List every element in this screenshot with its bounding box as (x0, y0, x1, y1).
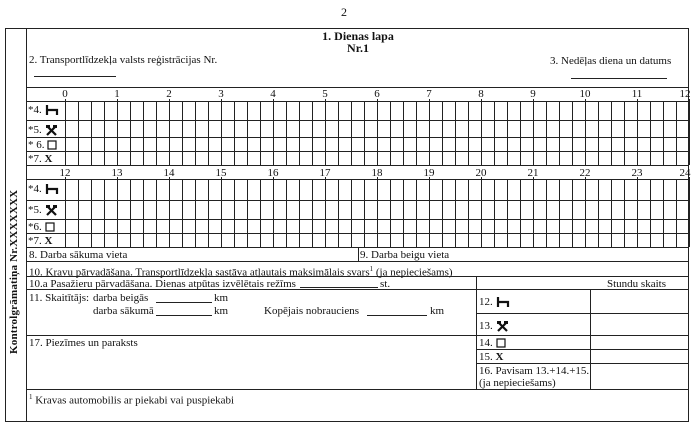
hour-label: 11 (631, 88, 643, 100)
quarter-gridline (364, 101, 365, 165)
hour-label: 19 (423, 167, 435, 179)
start-place-label: 8. Darba sākuma vieta (29, 249, 128, 261)
hour-label: 4 (270, 88, 276, 100)
quarter-gridline (260, 101, 261, 165)
side-strip (5, 28, 27, 422)
grid2-row-work: *5. (28, 204, 58, 216)
quarter-gridline (91, 179, 92, 247)
hour-gridline (533, 99, 534, 165)
passenger-label: 10.a Pasažieru pārvadāšana. Dienas atpūtas izvēlētais režīms (29, 278, 296, 290)
row12-label: 12. (479, 296, 510, 309)
bed-icon (45, 104, 59, 116)
hour-gridline (533, 177, 534, 247)
quarter-gridline (611, 179, 612, 247)
quarter-gridline (234, 179, 235, 247)
quarter-gridline (650, 179, 651, 247)
odometer-label: 11. Skaitītājs: (29, 292, 90, 304)
hour-gridline (273, 99, 274, 165)
quarter-gridline (351, 179, 352, 247)
quarter-gridline (156, 101, 157, 165)
quarter-gridline (442, 179, 443, 247)
quarter-gridline (494, 101, 495, 165)
grid1-row-driving: *7. X (28, 153, 53, 165)
quarter-gridline (494, 179, 495, 247)
hour-gridline (377, 99, 378, 165)
square-icon (47, 140, 57, 150)
quarter-gridline (143, 101, 144, 165)
hour-gridline (481, 99, 482, 165)
hour-label: 15 (215, 167, 227, 179)
quarter-gridline (663, 179, 664, 247)
hour-gridline (429, 99, 430, 165)
hour-gridline (169, 177, 170, 247)
quarter-gridline (208, 179, 209, 247)
hour-label: 16 (267, 167, 279, 179)
quarter-gridline (104, 101, 105, 165)
weekday-date-label: 3. Nedēļas diena un datums (550, 55, 672, 67)
hour-label: 6 (374, 88, 380, 100)
quarter-gridline (676, 179, 677, 247)
hour-gridline (689, 177, 690, 247)
quarter-gridline (520, 179, 521, 247)
quarter-gridline (104, 179, 105, 247)
quarter-gridline (650, 101, 651, 165)
square-icon (496, 338, 506, 348)
quarter-gridline (403, 179, 404, 247)
hammers-icon (496, 320, 509, 332)
quarter-gridline (351, 101, 352, 165)
page-subtitle: Nr.1 (347, 41, 369, 55)
quarter-gridline (624, 179, 625, 247)
hammers-icon (45, 204, 58, 216)
quarter-gridline (143, 179, 144, 247)
hour-label: 2 (166, 88, 172, 100)
quarter-gridline (208, 101, 209, 165)
row14-label: 14. (479, 337, 506, 350)
hour-gridline (377, 177, 378, 247)
quarter-gridline (507, 101, 508, 165)
hour-label: 0 (62, 88, 68, 100)
start-km-unit: km (214, 305, 229, 317)
reg-number-line[interactable] (34, 76, 116, 77)
grid1-row-availability: * 6. (28, 139, 57, 151)
hour-label: 21 (527, 167, 539, 179)
quarter-gridline (247, 179, 248, 247)
row16-label: 16. Pavisam 13.+14.+15. (479, 365, 590, 377)
bed-icon (45, 183, 59, 195)
quarter-gridline (234, 101, 235, 165)
hour-label: 8 (478, 88, 484, 100)
quarter-gridline (598, 179, 599, 247)
quarter-gridline (195, 101, 196, 165)
quarter-gridline (546, 101, 547, 165)
quarter-gridline (507, 179, 508, 247)
quarter-gridline (286, 101, 287, 165)
quarter-gridline (676, 101, 677, 165)
quarter-gridline (663, 101, 664, 165)
quarter-gridline (559, 179, 560, 247)
quarter-gridline (299, 179, 300, 247)
quarter-gridline (624, 101, 625, 165)
start-work-km-line[interactable] (156, 315, 212, 316)
quarter-gridline (442, 101, 443, 165)
reg-number-label: 2. Transportlīdzekļa valsts reģistrācijas Nr. (29, 54, 218, 66)
total-km-unit: km (430, 305, 445, 317)
hour-gridline (169, 99, 170, 165)
quarter-gridline (572, 179, 573, 247)
quarter-gridline (78, 179, 79, 247)
hammers-icon (45, 124, 58, 136)
hour-gridline (221, 177, 222, 247)
grid1-row-work: *5. (28, 124, 58, 136)
hours-total-label: Stundu skaits (607, 278, 666, 290)
hour-label: 12 (679, 88, 691, 100)
grid2-row-rest: *4. (28, 183, 59, 195)
hour-gridline (325, 177, 326, 247)
passenger-suffix: st. (380, 278, 391, 290)
row13-label: 13. (479, 320, 509, 333)
grid2-row-driving: *7. X (28, 235, 53, 247)
quarter-gridline (468, 179, 469, 247)
grid2-row-availability: *6. (28, 221, 55, 233)
quarter-gridline (468, 101, 469, 165)
logbook-number-label: Kontrolgrāmatiņa Nr.XXXXXXX (8, 189, 20, 354)
quarter-gridline (598, 101, 599, 165)
quarter-gridline (338, 179, 339, 247)
quarter-gridline (182, 179, 183, 247)
bed-icon (496, 296, 510, 308)
quarter-gridline (455, 101, 456, 165)
grid1-row-rest: *4. (28, 104, 59, 116)
end-place-label: 9. Darba beigu vieta (360, 249, 450, 261)
footnote: $^1$ Kravas automobilis ar piekabi vai puspiekabi (29, 393, 235, 407)
square-icon (45, 222, 55, 232)
page-title: 1. Dienas lapa (322, 29, 394, 43)
quarter-gridline (286, 179, 287, 247)
page-number: 2 (341, 5, 347, 19)
hour-label: 1 (114, 88, 120, 100)
quarter-gridline (78, 101, 79, 165)
quarter-gridline (416, 101, 417, 165)
hour-label: 10 (579, 88, 591, 100)
hour-label: 22 (579, 167, 591, 179)
start-work-label: darba sākumā (93, 305, 154, 317)
hour-gridline (637, 99, 638, 165)
quarter-gridline (156, 179, 157, 247)
quarter-gridline (455, 179, 456, 247)
row16-note: (ja nepieciešams) (479, 377, 556, 389)
hour-gridline (273, 177, 274, 247)
hour-label: 12 (59, 167, 71, 179)
quarter-gridline (312, 179, 313, 247)
hour-label: 9 (530, 88, 536, 100)
cargo-label: 10. Kravu pārvadāšana. Transportlīdzekļa sastāva atļautais maksimālais svars$^1$ (ja nepieciešams) (29, 265, 453, 279)
hour-label: 17 (319, 167, 331, 179)
end-work-label: darba beigās (93, 292, 149, 304)
rest-mode-line[interactable] (300, 287, 378, 288)
quarter-gridline (572, 101, 573, 165)
hour-gridline (585, 177, 586, 247)
hour-label: 18 (371, 167, 383, 179)
quarter-gridline (364, 179, 365, 247)
total-distance-line[interactable] (367, 315, 427, 316)
quarter-gridline (546, 179, 547, 247)
hour-label: 3 (218, 88, 224, 100)
quarter-gridline (182, 101, 183, 165)
hour-gridline (325, 99, 326, 165)
hour-gridline (689, 99, 690, 165)
hour-gridline (221, 99, 222, 165)
hour-label: 23 (631, 167, 643, 179)
hour-gridline (65, 177, 66, 247)
quarter-gridline (520, 101, 521, 165)
quarter-gridline (312, 101, 313, 165)
quarter-gridline (299, 101, 300, 165)
hour-gridline (481, 177, 482, 247)
hour-label: 24 (679, 167, 691, 179)
total-distance-label: Kopējais nobrauciens (264, 305, 359, 317)
hour-gridline (637, 177, 638, 247)
quarter-gridline (416, 179, 417, 247)
hour-gridline (117, 99, 118, 165)
quarter-gridline (390, 101, 391, 165)
quarter-gridline (403, 101, 404, 165)
hour-label: 5 (322, 88, 328, 100)
row15-label: 15. X (479, 351, 504, 363)
quarter-gridline (390, 179, 391, 247)
quarter-gridline (611, 101, 612, 165)
quarter-gridline (130, 101, 131, 165)
hour-label: 7 (426, 88, 432, 100)
end-work-km-line[interactable] (156, 302, 212, 303)
quarter-gridline (195, 179, 196, 247)
hour-gridline (65, 99, 66, 165)
hour-gridline (429, 177, 430, 247)
quarter-gridline (260, 179, 261, 247)
quarter-gridline (91, 101, 92, 165)
hour-label: 13 (111, 167, 123, 179)
weekday-date-line[interactable] (571, 78, 667, 79)
hour-gridline (117, 177, 118, 247)
quarter-gridline (130, 179, 131, 247)
hour-gridline (585, 99, 586, 165)
end-km-unit: km (214, 292, 229, 304)
notes-label: 17. Piezīmes un paraksts (29, 337, 138, 349)
hour-label: 14 (163, 167, 175, 179)
quarter-gridline (559, 101, 560, 165)
hour-label: 20 (475, 167, 487, 179)
quarter-gridline (247, 101, 248, 165)
quarter-gridline (338, 101, 339, 165)
